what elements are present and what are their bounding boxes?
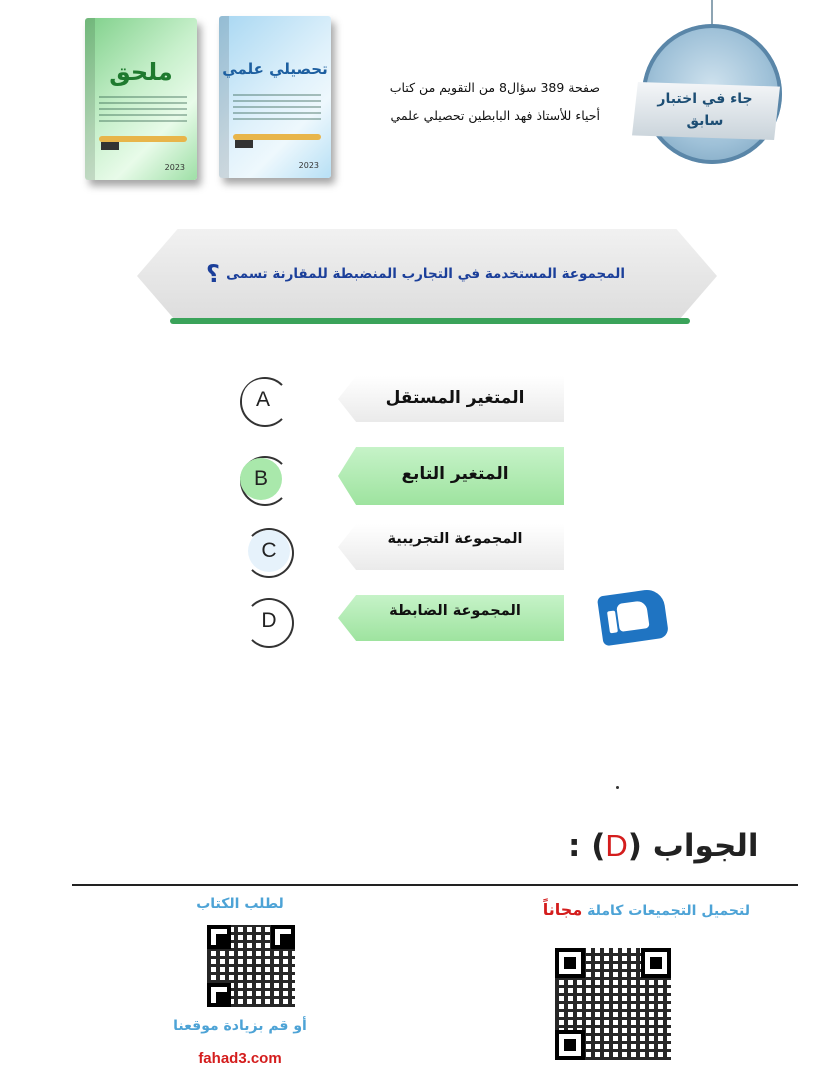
option-c-letter[interactable]: C (248, 530, 290, 572)
option-a-letter[interactable]: A (242, 379, 284, 421)
divider (72, 884, 798, 886)
book-spine (85, 18, 95, 180)
book-cover-tahsili (219, 16, 331, 178)
book-spine (219, 16, 229, 178)
answer-label: الجواب (652, 828, 759, 864)
qr-finder (207, 983, 231, 1007)
qr-finder (555, 1030, 585, 1060)
qr-code-download[interactable] (555, 948, 671, 1060)
thumb-cuff (607, 610, 618, 633)
barcode-icon (101, 142, 119, 150)
book-year: 2023 (298, 161, 319, 170)
option-d-text: المجموعة الضابطة (389, 603, 521, 619)
previous-exam-badge (640, 88, 770, 132)
book-cover-appendix (85, 18, 197, 180)
book-decoration (99, 96, 187, 122)
answer-close: ) (591, 828, 606, 864)
free-label: مجاناً (542, 900, 583, 919)
source-line-2: أحياء للأستاذ فهد البابطين تحصيلي علمي (390, 108, 600, 123)
badge-line-2: سابق (686, 113, 724, 129)
qr-finder (207, 925, 231, 949)
option-b-text: المتغير التابع (401, 464, 509, 484)
site-link[interactable]: fahad3.com (198, 1050, 282, 1067)
barcode-icon (235, 140, 253, 148)
download-text[interactable] (470, 900, 750, 919)
answer-open: ( (627, 828, 642, 864)
visit-site-text: أو قم بزيادة موقعنا (173, 1018, 307, 1034)
book-year: 2023 (164, 163, 185, 172)
question-banner-edge (170, 318, 690, 324)
question-mark: ؟ (206, 260, 220, 288)
qr-code-order[interactable] (207, 925, 295, 1007)
option-d-letter[interactable]: D (248, 600, 290, 642)
thumbs-up-icon (597, 588, 669, 647)
book-title-appendix: ملحق (109, 58, 173, 86)
qr-finder (641, 948, 671, 978)
thumb-hand (616, 600, 650, 632)
option-c-text: المجموعة التجريبية (387, 531, 523, 547)
book-title-tahsili: تحصيلي علمي (222, 60, 328, 78)
option-b-letter[interactable]: B (240, 458, 282, 500)
order-book-text[interactable]: لطلب الكتاب (196, 896, 284, 912)
qr-finder (555, 948, 585, 978)
badge-line-1: جاء في اختبار (657, 91, 753, 107)
answer-line (568, 828, 759, 864)
option-a-text: المتغير المستقل (385, 388, 525, 408)
book-decoration (233, 94, 321, 120)
answer-colon: : (568, 828, 581, 864)
answer-letter: D (605, 828, 628, 863)
download-label: لتحميل التجميعات كاملة (587, 903, 750, 919)
question-text: المجموعة المستخدمة في التجارب المنضبطة للمقارنة تسمى (226, 266, 625, 282)
qr-finder (271, 925, 295, 949)
stray-dot (616, 786, 619, 789)
source-line-1: صفحة 389 سؤال8 من التقويم من كتاب (389, 80, 600, 95)
